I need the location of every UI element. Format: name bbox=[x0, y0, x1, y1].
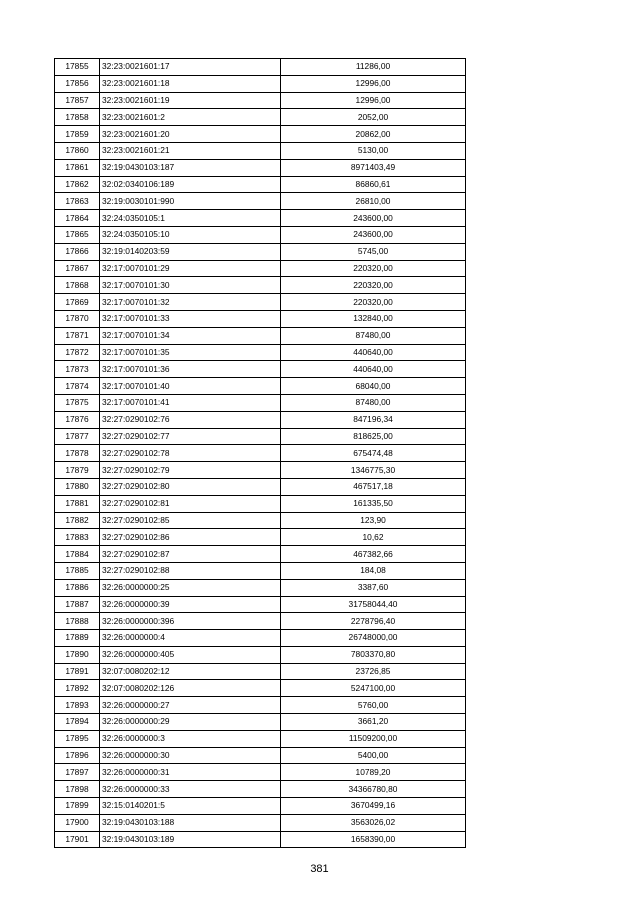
cadastral-number-cell: 32:27:0290102:80 bbox=[100, 478, 281, 495]
table-row bbox=[55, 411, 466, 428]
table-row bbox=[55, 344, 466, 361]
table-row bbox=[55, 378, 466, 395]
cadastral-value-cell: 123,90 bbox=[281, 512, 466, 529]
row-number-cell: 17891 bbox=[55, 663, 100, 680]
row-number-cell: 17892 bbox=[55, 680, 100, 697]
cadastral-number-cell: 32:26:0000000:39 bbox=[100, 596, 281, 613]
table-row bbox=[55, 529, 466, 546]
cadastral-number-cell: 32:27:0290102:88 bbox=[100, 562, 281, 579]
cadastral-value-cell: 12996,00 bbox=[281, 75, 466, 92]
cadastral-number-cell: 32:17:0070101:32 bbox=[100, 294, 281, 311]
row-number-cell: 17881 bbox=[55, 495, 100, 512]
table-row bbox=[55, 747, 466, 764]
cadastral-value-cell: 23726,85 bbox=[281, 663, 466, 680]
row-number-cell: 17887 bbox=[55, 596, 100, 613]
table-row bbox=[55, 462, 466, 479]
cadastral-value-cell: 132840,00 bbox=[281, 310, 466, 327]
table-row bbox=[55, 831, 466, 848]
row-number-cell: 17882 bbox=[55, 512, 100, 529]
cadastral-number-cell: 32:19:0430103:188 bbox=[100, 814, 281, 831]
cadastral-number-cell: 32:27:0290102:85 bbox=[100, 512, 281, 529]
cadastral-number-cell: 32:17:0070101:29 bbox=[100, 260, 281, 277]
cadastral-number-cell: 32:24:0350105:1 bbox=[100, 210, 281, 227]
cadastral-number-cell: 32:23:0021601:21 bbox=[100, 142, 281, 159]
cadastral-number-cell: 32:19:0030101:990 bbox=[100, 193, 281, 210]
cadastral-value-cell: 26810,00 bbox=[281, 193, 466, 210]
cadastral-value-cell: 220320,00 bbox=[281, 294, 466, 311]
cadastral-number-cell: 32:02:0340106:189 bbox=[100, 176, 281, 193]
cadastral-value-cell: 20862,00 bbox=[281, 126, 466, 143]
cadastral-value-cell: 2052,00 bbox=[281, 109, 466, 126]
cadastral-value-cell: 26748000,00 bbox=[281, 630, 466, 647]
cadastral-value-cell: 31758044,40 bbox=[281, 596, 466, 613]
cadastral-value-cell: 243600,00 bbox=[281, 226, 466, 243]
cadastral-number-cell: 32:26:0000000:3 bbox=[100, 730, 281, 747]
table-row bbox=[55, 327, 466, 344]
cadastral-number-cell: 32:26:0000000:31 bbox=[100, 764, 281, 781]
cadastral-value-cell: 5400,00 bbox=[281, 747, 466, 764]
row-number-cell: 17894 bbox=[55, 714, 100, 731]
table-row bbox=[55, 59, 466, 76]
cadastral-number-cell: 32:27:0290102:76 bbox=[100, 411, 281, 428]
page-number: 381 bbox=[310, 863, 329, 875]
row-number-cell: 17864 bbox=[55, 210, 100, 227]
table-row bbox=[55, 310, 466, 327]
row-number-cell: 17870 bbox=[55, 310, 100, 327]
row-number-cell: 17885 bbox=[55, 562, 100, 579]
table-row bbox=[55, 142, 466, 159]
row-number-cell: 17872 bbox=[55, 344, 100, 361]
cadastral-number-cell: 32:17:0070101:30 bbox=[100, 277, 281, 294]
row-number-cell: 17871 bbox=[55, 327, 100, 344]
cadastral-number-cell: 32:26:0000000:27 bbox=[100, 697, 281, 714]
cadastral-number-cell: 32:26:0000000:396 bbox=[100, 613, 281, 630]
row-number-cell: 17873 bbox=[55, 361, 100, 378]
row-number-cell: 17876 bbox=[55, 411, 100, 428]
cadastral-value-cell: 3563026,02 bbox=[281, 814, 466, 831]
cadastral-value-cell: 11509200,00 bbox=[281, 730, 466, 747]
cadastral-value-cell: 5760,00 bbox=[281, 697, 466, 714]
cadastral-value-cell: 1658390,00 bbox=[281, 831, 466, 848]
cadastral-number-cell: 32:07:0080202:126 bbox=[100, 680, 281, 697]
row-number-cell: 17893 bbox=[55, 697, 100, 714]
cadastral-number-cell: 32:26:0000000:4 bbox=[100, 630, 281, 647]
cadastral-value-cell: 12996,00 bbox=[281, 92, 466, 109]
cadastral-value-cell: 1346775,30 bbox=[281, 462, 466, 479]
row-number-cell: 17857 bbox=[55, 92, 100, 109]
cadastral-value-cell: 675474,48 bbox=[281, 445, 466, 462]
row-number-cell: 17867 bbox=[55, 260, 100, 277]
row-number-cell: 17868 bbox=[55, 277, 100, 294]
cadastral-value-cell: 220320,00 bbox=[281, 277, 466, 294]
row-number-cell: 17856 bbox=[55, 75, 100, 92]
cadastral-number-cell: 32:27:0290102:77 bbox=[100, 428, 281, 445]
cadastral-number-cell: 32:19:0140203:59 bbox=[100, 243, 281, 260]
table-row bbox=[55, 730, 466, 747]
table-row bbox=[55, 210, 466, 227]
row-number-cell: 17883 bbox=[55, 529, 100, 546]
cadastral-value-cell: 440640,00 bbox=[281, 344, 466, 361]
table-row bbox=[55, 714, 466, 731]
table-row bbox=[55, 798, 466, 815]
table-row bbox=[55, 176, 466, 193]
table-row bbox=[55, 193, 466, 210]
cadastral-value-cell: 3387,60 bbox=[281, 579, 466, 596]
table-row bbox=[55, 260, 466, 277]
cadastral-value-cell: 11286,00 bbox=[281, 59, 466, 76]
cadastral-number-cell: 32:26:0000000:25 bbox=[100, 579, 281, 596]
table-body bbox=[55, 59, 466, 848]
cadastral-number-cell: 32:26:0000000:33 bbox=[100, 781, 281, 798]
cadastral-value-cell: 161335,50 bbox=[281, 495, 466, 512]
cadastral-number-cell: 32:17:0070101:35 bbox=[100, 344, 281, 361]
row-number-cell: 17901 bbox=[55, 831, 100, 848]
row-number-cell: 17890 bbox=[55, 646, 100, 663]
cadastral-number-cell: 32:23:0021601:2 bbox=[100, 109, 281, 126]
row-number-cell: 17866 bbox=[55, 243, 100, 260]
table-row bbox=[55, 596, 466, 613]
table-row bbox=[55, 680, 466, 697]
cadastral-number-cell: 32:26:0000000:405 bbox=[100, 646, 281, 663]
cadastral-number-cell: 32:26:0000000:30 bbox=[100, 747, 281, 764]
table-row bbox=[55, 294, 466, 311]
row-number-cell: 17859 bbox=[55, 126, 100, 143]
cadastral-value-cell: 8971403,49 bbox=[281, 159, 466, 176]
cadastral-value-cell: 68040,00 bbox=[281, 378, 466, 395]
table-row bbox=[55, 814, 466, 831]
cadastral-number-cell: 32:23:0021601:19 bbox=[100, 92, 281, 109]
cadastral-number-cell: 32:26:0000000:29 bbox=[100, 714, 281, 731]
row-number-cell: 17879 bbox=[55, 462, 100, 479]
cadastral-number-cell: 32:27:0290102:86 bbox=[100, 529, 281, 546]
cadastral-number-cell: 32:17:0070101:41 bbox=[100, 394, 281, 411]
table-row bbox=[55, 562, 466, 579]
cadastral-value-cell: 467382,66 bbox=[281, 546, 466, 563]
cadastral-number-cell: 32:24:0350105:10 bbox=[100, 226, 281, 243]
cadastral-number-cell: 32:17:0070101:34 bbox=[100, 327, 281, 344]
row-number-cell: 17888 bbox=[55, 613, 100, 630]
table-row bbox=[55, 361, 466, 378]
cadastral-value-cell: 467517,18 bbox=[281, 478, 466, 495]
row-number-cell: 17898 bbox=[55, 781, 100, 798]
cadastral-value-cell: 5130,00 bbox=[281, 142, 466, 159]
cadastral-value-cell: 184,08 bbox=[281, 562, 466, 579]
cadastral-number-cell: 32:23:0021601:18 bbox=[100, 75, 281, 92]
table-row bbox=[55, 579, 466, 596]
table-row bbox=[55, 697, 466, 714]
row-number-cell: 17869 bbox=[55, 294, 100, 311]
cadastral-number-cell: 32:07:0080202:12 bbox=[100, 663, 281, 680]
row-number-cell: 17877 bbox=[55, 428, 100, 445]
row-number-cell: 17861 bbox=[55, 159, 100, 176]
table-row bbox=[55, 646, 466, 663]
row-number-cell: 17896 bbox=[55, 747, 100, 764]
cadastral-number-cell: 32:27:0290102:81 bbox=[100, 495, 281, 512]
row-number-cell: 17886 bbox=[55, 579, 100, 596]
cadastral-value-cell: 5247100,00 bbox=[281, 680, 466, 697]
cadastral-value-cell: 34366780,80 bbox=[281, 781, 466, 798]
row-number-cell: 17895 bbox=[55, 730, 100, 747]
table-row bbox=[55, 764, 466, 781]
cadastral-value-cell: 243600,00 bbox=[281, 210, 466, 227]
row-number-cell: 17858 bbox=[55, 109, 100, 126]
cadastral-value-cell: 5745,00 bbox=[281, 243, 466, 260]
table-row bbox=[55, 92, 466, 109]
cadastral-number-cell: 32:17:0070101:36 bbox=[100, 361, 281, 378]
row-number-cell: 17900 bbox=[55, 814, 100, 831]
row-number-cell: 17863 bbox=[55, 193, 100, 210]
cadastral-value-cell: 10,62 bbox=[281, 529, 466, 546]
cadastral-number-cell: 32:19:0430103:187 bbox=[100, 159, 281, 176]
cadastral-value-cell: 10789,20 bbox=[281, 764, 466, 781]
table-row bbox=[55, 159, 466, 176]
row-number-cell: 17884 bbox=[55, 546, 100, 563]
cadastral-value-cell: 3661,20 bbox=[281, 714, 466, 731]
cadastral-number-cell: 32:27:0290102:87 bbox=[100, 546, 281, 563]
cadastral-number-cell: 32:23:0021601:20 bbox=[100, 126, 281, 143]
cadastral-number-cell: 32:17:0070101:33 bbox=[100, 310, 281, 327]
cadastral-value-cell: 847196,34 bbox=[281, 411, 466, 428]
row-number-cell: 17875 bbox=[55, 394, 100, 411]
cadastral-value-cell: 86860,61 bbox=[281, 176, 466, 193]
row-number-cell: 17855 bbox=[55, 59, 100, 76]
cadastral-value-cell: 818625,00 bbox=[281, 428, 466, 445]
cadastral-number-cell: 32:27:0290102:78 bbox=[100, 445, 281, 462]
row-number-cell: 17862 bbox=[55, 176, 100, 193]
cadastral-value-cell: 87480,00 bbox=[281, 327, 466, 344]
cadastral-value-cell: 3670499,16 bbox=[281, 798, 466, 815]
table-row bbox=[55, 495, 466, 512]
cadastral-value-cell: 2278796,40 bbox=[281, 613, 466, 630]
row-number-cell: 17899 bbox=[55, 798, 100, 815]
table-row bbox=[55, 512, 466, 529]
table-row bbox=[55, 663, 466, 680]
row-number-cell: 17880 bbox=[55, 478, 100, 495]
row-number-cell: 17874 bbox=[55, 378, 100, 395]
row-number-cell: 17865 bbox=[55, 226, 100, 243]
table-row bbox=[55, 445, 466, 462]
table-row bbox=[55, 613, 466, 630]
table-row bbox=[55, 394, 466, 411]
cadastral-number-cell: 32:19:0430103:189 bbox=[100, 831, 281, 848]
row-number-cell: 17878 bbox=[55, 445, 100, 462]
row-number-cell: 17889 bbox=[55, 630, 100, 647]
table-row bbox=[55, 546, 466, 563]
table-row bbox=[55, 109, 466, 126]
table-row bbox=[55, 630, 466, 647]
table-row bbox=[55, 75, 466, 92]
cadastral-value-cell: 87480,00 bbox=[281, 394, 466, 411]
cadastral-number-cell: 32:17:0070101:40 bbox=[100, 378, 281, 395]
cadastral-value-table bbox=[54, 58, 466, 848]
table-row bbox=[55, 126, 466, 143]
cadastral-number-cell: 32:15:0140201:5 bbox=[100, 798, 281, 815]
table-row bbox=[55, 226, 466, 243]
cadastral-number-cell: 32:27:0290102:79 bbox=[100, 462, 281, 479]
table-row bbox=[55, 781, 466, 798]
cadastral-value-cell: 220320,00 bbox=[281, 260, 466, 277]
row-number-cell: 17897 bbox=[55, 764, 100, 781]
cadastral-value-cell: 440640,00 bbox=[281, 361, 466, 378]
cadastral-value-cell: 7803370,80 bbox=[281, 646, 466, 663]
table-row bbox=[55, 243, 466, 260]
table-row bbox=[55, 478, 466, 495]
cadastral-number-cell: 32:23:0021601:17 bbox=[100, 59, 281, 76]
table-row bbox=[55, 277, 466, 294]
row-number-cell: 17860 bbox=[55, 142, 100, 159]
table-row bbox=[55, 428, 466, 445]
